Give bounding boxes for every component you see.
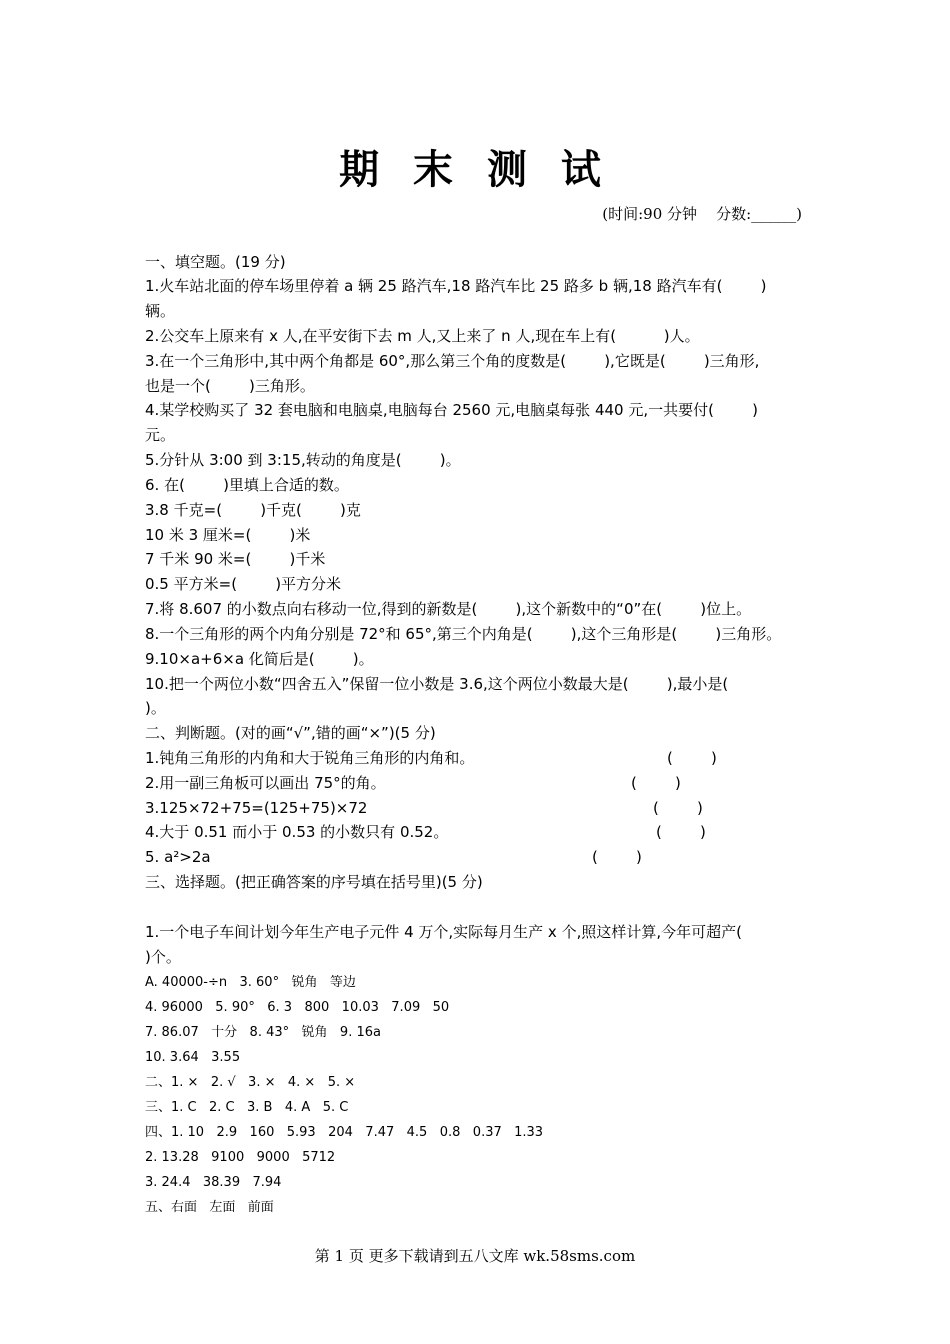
answer-line: 四、1. 10 2.9 160 5.93 204 7.47 4.5 0.8 0.37 1.33: [145, 1125, 544, 1140]
answer-line: 10. 3.64 3.55: [145, 1050, 241, 1065]
section-heading-true-false: 二、判断题。(对的画“√”,错的画“×”)(5 分): [145, 724, 436, 742]
answer-line: 3. 24.4 38.39 7.94: [145, 1175, 282, 1190]
question-text: 2.公交车上原来有 x 人,在平安街下去 m 人,又上来了 n 人,现在车上有( )人。: [145, 327, 700, 345]
question-text: )个。: [145, 948, 181, 966]
question-text: 7.将 8.607 的小数点向右移动一位,得到的新数是( ),这个新数中的“0”在( )位上。: [145, 600, 752, 618]
answer-paren: ( ): [631, 774, 681, 792]
judgement-item: 4.大于 0.51 而小于 0.53 的小数只有 0.52。: [145, 823, 449, 841]
question-text: 9.10×a+6×a 化简后是( )。: [145, 650, 374, 668]
question-text: 6. 在( )里填上合适的数。: [145, 476, 349, 494]
section-heading-fill-blank: 一、填空题。(19 分): [145, 253, 286, 271]
section-heading-multiple-choice: 三、选择题。(把正确答案的序号填在括号里)(5 分): [145, 873, 483, 891]
page-footer: 第 1 页 更多下载请到五八文库 wk.58sms.com: [314, 1247, 636, 1265]
answer-line: A. 40000-÷n 3. 60° 锐角 等边: [145, 975, 356, 990]
question-text: 7 千米 90 米=( )千米: [145, 550, 326, 568]
question-text: 也是一个( )三角形。: [145, 377, 315, 395]
answer-line: 五、右面 左面 前面: [145, 1200, 274, 1215]
judgement-item: 3.125×72+75=(125+75)×72: [145, 799, 368, 817]
question-text: 1.一个电子车间计划今年生产电子元件 4 万个,实际每月生产 x 个,照这样计算,今年可超产(: [145, 923, 742, 941]
answer-line: 二、1. × 2. √ 3. × 4. × 5. ×: [145, 1075, 356, 1090]
answer-line: 7. 86.07 十分 8. 43° 锐角 9. 16a: [145, 1025, 381, 1040]
judgement-item: 2.用一副三角板可以画出 75°的角。: [145, 774, 386, 792]
judgement-item: 1.钝角三角形的内角和大于锐角三角形的内角和。: [145, 749, 475, 767]
question-text: 3.8 千克=( )千克( )克: [145, 501, 361, 519]
page-title: 期 末 测 试: [339, 146, 611, 193]
answer-paren: ( ): [656, 823, 706, 841]
question-text: 0.5 平方米=( )平方分米: [145, 575, 342, 593]
answer-paren: ( ): [592, 848, 642, 866]
question-text: 8.一个三角形的两个内角分别是 72°和 65°,第三个内角是( ),这个三角形是( )三角形。: [145, 625, 782, 643]
question-text: )。: [145, 699, 166, 717]
question-text: 辆。: [145, 302, 176, 320]
question-text: 元。: [145, 426, 176, 444]
question-text: 10 米 3 厘米=( )米: [145, 526, 311, 544]
answer-line: 2. 13.28 9100 9000 5712: [145, 1150, 336, 1165]
question-text: 4.某学校购买了 32 套电脑和电脑桌,电脑每台 2560 元,电脑桌每张 440 元,一共要付( ): [145, 401, 758, 419]
question-text: 3.在一个三角形中,其中两个角都是 60°,那么第三个角的度数是( ),它既是( )三角形,: [145, 352, 760, 370]
answer-paren: ( ): [667, 749, 717, 767]
exam-info: (时间:90 分钟 分数:______): [602, 205, 802, 223]
answer-line: 三、1. C 2. C 3. B 4. A 5. C: [145, 1100, 349, 1115]
judgement-item: 5. a²>2a: [145, 848, 211, 866]
question-text: 1.火车站北面的停车场里停着 a 辆 25 路汽车,18 路汽车比 25 路多 b 辆,18 路汽车有( ): [145, 277, 767, 295]
answer-line: 4. 96000 5. 90° 6. 3 800 10.03 7.09 50: [145, 1000, 450, 1015]
question-text: 10.把一个两位小数“四舍五入”保留一位小数是 3.6,这个两位小数最大是( ),最小是(: [145, 675, 729, 693]
question-text: 5.分针从 3:00 到 3:15,转动的角度是( )。: [145, 451, 461, 469]
answer-paren: ( ): [653, 799, 703, 817]
